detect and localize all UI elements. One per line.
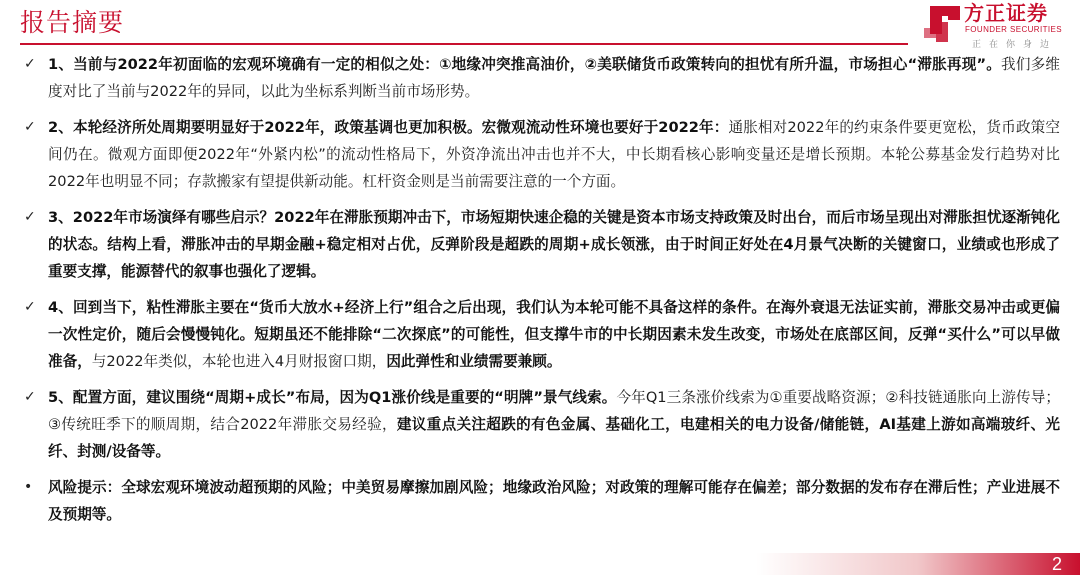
summary-item (20, 384, 1060, 465)
logo-name-en: FOUNDER SECURITIES (965, 25, 1062, 34)
summary-item-text (48, 294, 1060, 375)
body-text: 通胀相对2022年的约束条件要更宽松，货币政策空间仍在。微观方面即便2022年“外紧内松”的流动性格局下，外资净流出冲击也并不大，中长期看核心影响变量还是增长预期。本轮公募基金发行趋势对比2022年也明显不同；存款搬家有望提供新动能。杠杆资金则是当前需要注意的一个方面。 (48, 119, 1060, 190)
summary-item (20, 204, 1060, 285)
summary-item (20, 114, 1060, 195)
founder-logo-icon (922, 4, 962, 44)
body-text: 今年Q1三条涨价线索为①重要战略资源；②科技链通胀向上游传导；③传统旺季下的顺周期，结合2022年滞胀交易经验， (48, 389, 1060, 433)
body-text: 我们多维度对比了当前与2022年的异同，以此为坐标系判断当前市场形势。 (48, 56, 1060, 100)
emphasis-text: 3、2022年市场演绎有哪些启示？2022年在滞胀预期冲击下，市场短期快速企稳的关键是资本市场支持政策及时出台，而后市场呈现出对滞胀担忧逐渐钝化的状态。结构上看，滞胀冲击的早期金融+稳定相对占优，反弹阶段是超跌的周期+成长领涨，由于时间正好处在4月景气决断的关键窗口，业绩或也形成了重要支撑，能源替代的叙事也强化了逻辑。 (48, 209, 1060, 280)
summary-item-text (48, 384, 1060, 465)
footer-bar (0, 553, 1080, 575)
checkmark-icon: ✓ (24, 56, 36, 72)
checkmark-icon: ✓ (24, 299, 36, 315)
logo-motto: 正在你身边 (972, 40, 1058, 50)
summary-item (20, 294, 1060, 375)
summary-list (20, 51, 1060, 537)
emphasis-text: 4、回到当下，粘性滞胀主要在“货币大放水+经济上行”组合之后出现，我们认为本轮可能不具备这样的条件。在海外衰退无法证实前，滞胀交易冲击或更偏一次性定价，随后会慢慢钝化。短期虽还不能排除“二次探底”的可能性，但支撑牛市的中长期因素未发生改变，市场处在底部区间，反弹“买什么”可以早做准备， (48, 299, 1060, 370)
summary-item (20, 474, 1060, 528)
summary-item-text (48, 204, 1060, 285)
emphasis-text: 1、当前与2022年初面临的宏观环境确有一定的相似之处：①地缘冲突推高油价，②美联储货币政策转向的担忧有所升温，市场担心“滞胀再现”。 (48, 56, 1002, 73)
emphasis-text: 风险提示：全球宏观环境波动超预期的风险；中美贸易摩擦加剧风险；地缘政治风险；对政策的理解可能存在偏差；部分数据的发布存在滞后性；产业进展不及预期等。 (48, 479, 1060, 523)
page-title: 报告摘要 (20, 8, 125, 37)
emphasis-text: 5、配置方面，建议围绕“周期+成长”布局，因为Q1涨价线是重要的“明牌”景气线索。 (48, 389, 617, 406)
checkmark-icon: ✓ (24, 119, 36, 135)
logo-name-cn: 方正证券 (964, 1, 1048, 25)
summary-item-text (48, 51, 1060, 105)
emphasis-text: 建议重点关注超跌的有色金属、基础化工，电建相关的电力设备/储能链，AI基建上游如高端玻纤、光纤、封测/设备等。 (48, 416, 1060, 460)
summary-item-text (48, 114, 1060, 195)
emphasis-text: 2、本轮经济所处周期要明显好于2022年，政策基调也更加积极。宏微观流动性环境也要好于2022年： (48, 119, 729, 136)
checkmark-icon: ✓ (24, 389, 36, 405)
checkmark-icon: ✓ (24, 209, 36, 225)
emphasis-text: 因此弹性和业绩需要兼顾。 (386, 353, 562, 370)
summary-item-text (48, 474, 1060, 528)
bullet-dot-icon: • (24, 479, 33, 495)
body-text: 与2022年类似，本轮也进入4月财报窗口期， (91, 353, 387, 370)
summary-item (20, 51, 1060, 105)
title-divider (20, 43, 908, 45)
company-logo (922, 0, 1072, 52)
page-number: 2 (1051, 554, 1062, 574)
